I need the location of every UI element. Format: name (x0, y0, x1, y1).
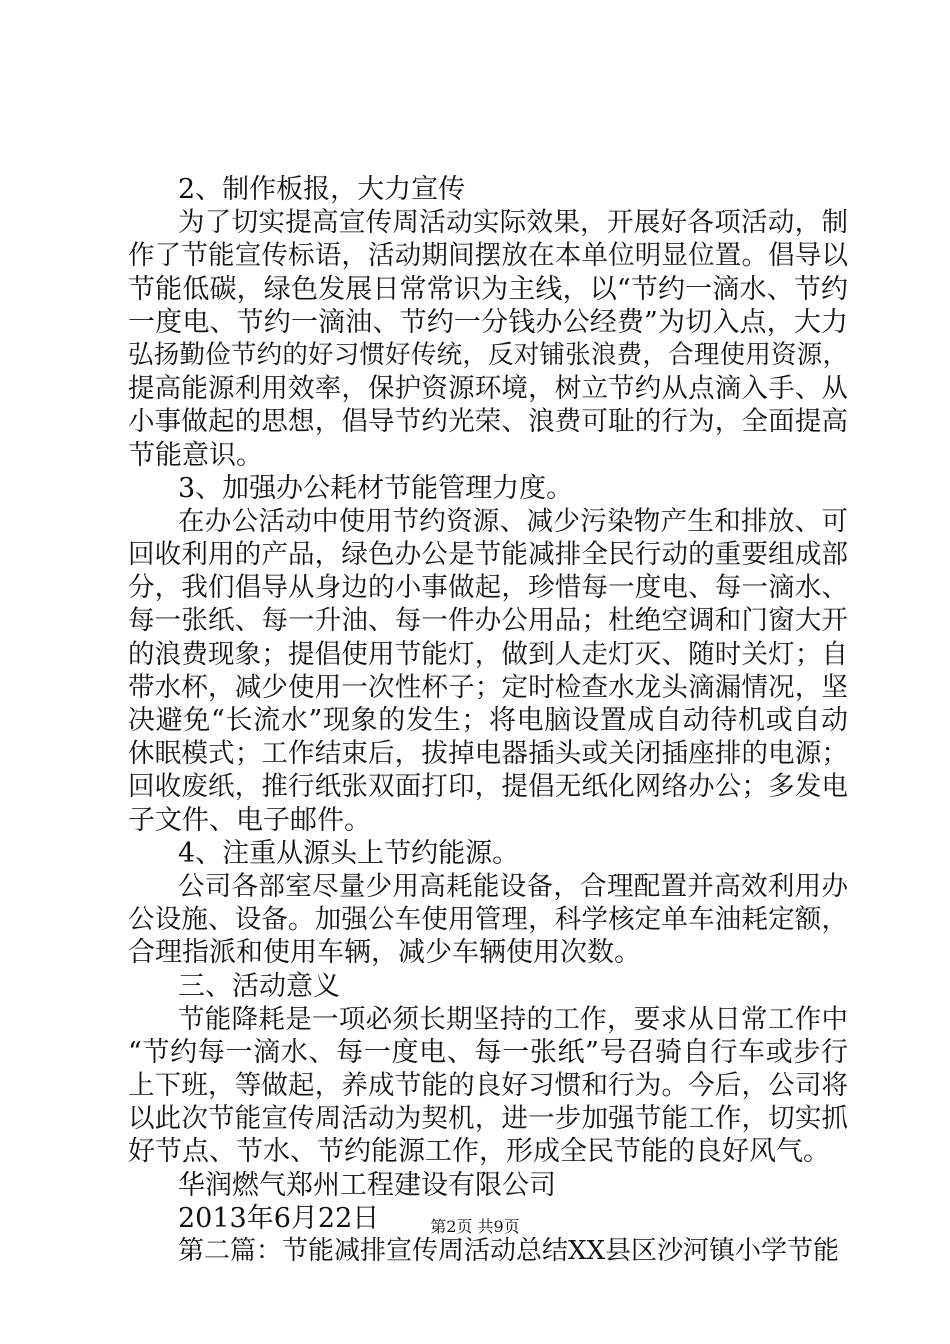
paragraph-line: 为了切实提高宣传周活动实际效果，开展好各项活动，制 (178, 207, 848, 239)
paragraph-line: 合理指派和使用车辆，减少车辆使用次数。 (128, 937, 641, 969)
heading-3: 3、加强办公耗材节能管理力度。 (178, 472, 574, 504)
paragraph-line: 小事做起的思想，倡导节约光荣、浪费可耻的行为，全面提高 (128, 406, 848, 438)
paragraph-line: 好节点、节水、节约能源工作，形成全民节能的良好风气。 (128, 1136, 830, 1168)
paragraph-line: 在办公活动中使用节约资源、减少污染物产生和排放、可 (178, 505, 848, 537)
paragraph-line: 子文件、电子邮件。 (128, 804, 371, 836)
paragraph-line: 带水杯，减少使用一次性杯子；定时检查水龙头滴漏情况，坚 (128, 671, 848, 703)
paragraph-line: 公司各部室尽量少用高耗能设备，合理配置并高效利用办 (178, 870, 848, 902)
paragraph-line: 节能降耗是一项必须长期坚持的工作，要求从日常工作中 (178, 1003, 848, 1035)
paragraph-line: 回收废纸，推行纸张双面打印，提倡无纸化网络办公；多发电 (128, 771, 848, 803)
paragraph-line: 提高能源利用效率，保护资源环境，树立节约从点滴入手、从 (128, 373, 848, 405)
page-number: 第2页 共9页 (430, 1217, 520, 1236)
paragraph-line: 决避免“长流水”现象的发生；将电脑设置成自动待机或自动 (128, 705, 848, 736)
paragraph-line: 休眠模式；工作结束后，拔掉电器插头或关闭插座排的电源； (128, 738, 848, 770)
paragraph-line: 以此次节能宣传周活动为契机，进一步加强节能工作，切实抓 (128, 1103, 848, 1135)
paragraph-line: 回收利用的产品，绿色办公是节能减排全民行动的重要组成部 (128, 539, 848, 571)
paragraph-line: 节能意识。 (128, 439, 263, 471)
heading-2: 2、制作板报，大力宣传 (178, 174, 466, 205)
paragraph-line: 一度电、节约一滴油、节约一分钱办公经费”为切入点，大力 (128, 306, 848, 338)
document-body (128, 173, 848, 1268)
paragraph-line: 每一张纸、每一升油、每一件办公用品；杜绝空调和门窗大开 (128, 605, 848, 637)
heading-4: 4、注重从源头上节约能源。 (178, 837, 520, 869)
signature-date: 2013年6月22日 (178, 1202, 380, 1234)
paragraph-line: 的浪费现象；提倡使用节能灯，做到人走灯灭、随时关灯；自 (128, 638, 848, 670)
signature-company: 华润燃气郑州工程建设有限公司 (178, 1169, 556, 1201)
paragraph-line: 分，我们倡导从身边的小事做起，珍惜每一度电、每一滴水、 (128, 572, 848, 604)
paragraph-line: 上下班，等做起，养成节能的良好习惯和行为。今后，公司将 (128, 1070, 848, 1102)
paragraph-line: “节约每一滴水、每一度电、每一张纸”号召骑自行车或步行 (128, 1036, 848, 1068)
paragraph-line: 节能低碳，绿色发展日常常识为主线，以“节约一滴水、节约 (128, 273, 848, 305)
paragraph-line: 作了节能宣传标语，活动期间摆放在本单位明显位置。倡导以 (128, 240, 848, 272)
paragraph-line: 公设施、设备。加强公车使用管理，科学核定单车油耗定额， (128, 904, 848, 936)
paragraph-line: 弘扬勤俭节约的好习惯好传统，反对铺张浪费，合理使用资源， (128, 339, 848, 370)
section-heading: 三、活动意义 (178, 970, 340, 1002)
next-article-title: 第二篇：节能减排宣传周活动总结XX县区沙河镇小学节能 (178, 1236, 840, 1266)
